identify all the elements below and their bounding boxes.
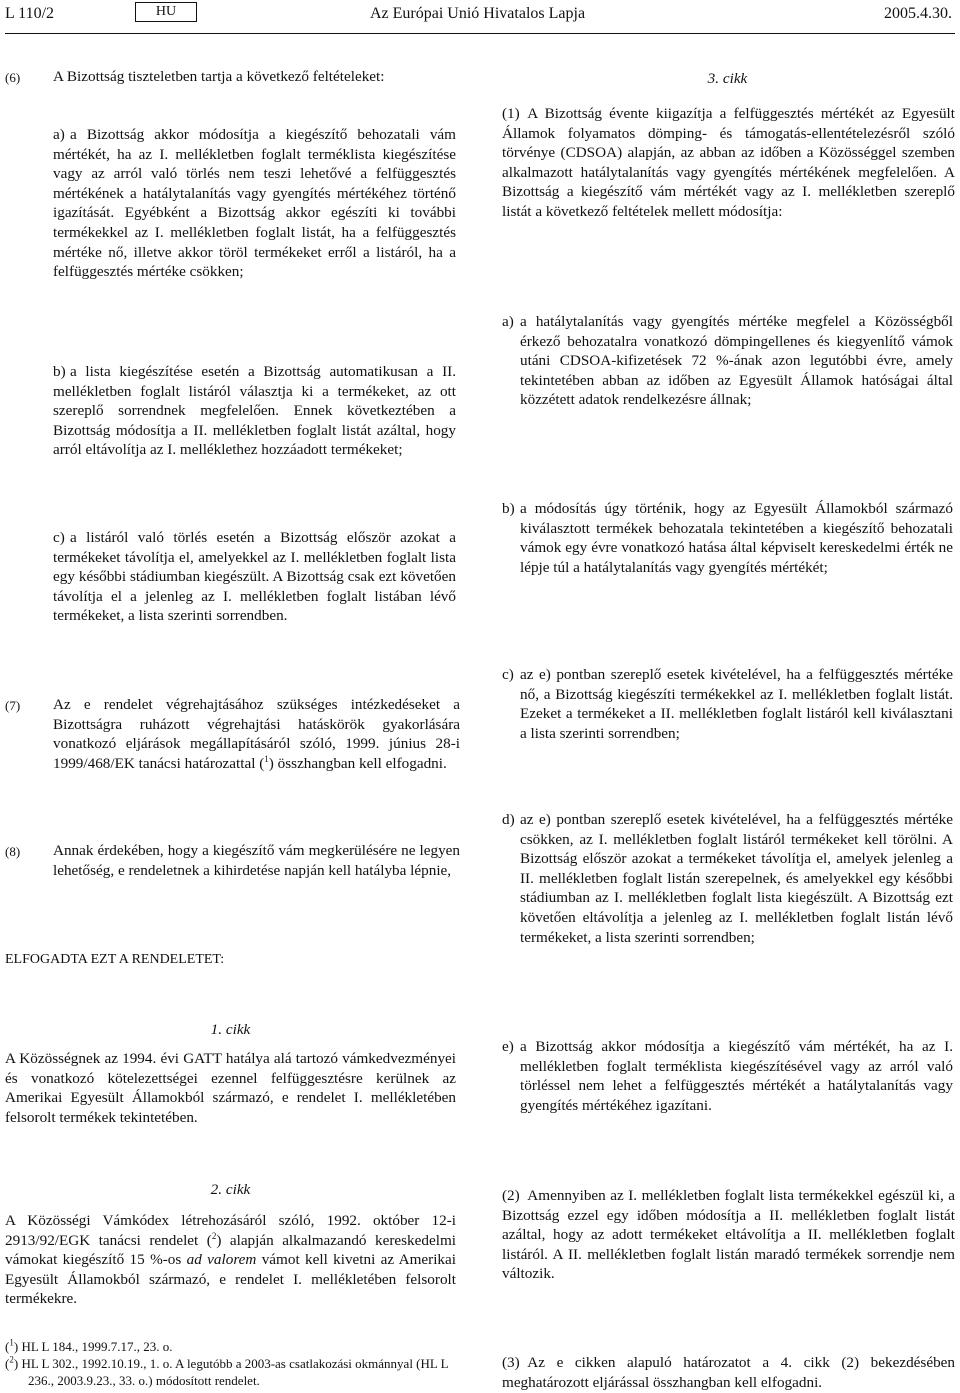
publication-date: 2005.4.30. [884,5,952,22]
language-badge: HU [135,2,197,22]
item-label: a) [53,126,65,143]
article-3-title: 3. cikk [707,70,748,87]
article-text-part: vámot kell kivetni az Amerikai Egyesült Államokból származó, e rendelet I. mellékletében felsorolt termékekre. [5,1251,456,1308]
item-label: c) [502,666,514,683]
recital-number: (7) [5,698,21,713]
recital-number: (6) [5,70,21,85]
article-3-point-d [502,810,953,947]
journal-title: Az Európai Unió Hivatalos Lapja [370,5,586,22]
item-text: a listáról való törlés esetén a Bizottság először azokat a termékeket távolítja el, amelyekkel az I. mellékletben foglalt lista egy későbbi stádiumban kiegészült. A Bizottság csak ezt követően távolítja el a jelenleg az I. mellékletben foglalt listában lévő termékeket, a lista szerinti sorrendben. [53,529,456,625]
item-label: d) [502,811,515,828]
italic-term: ad valorem [186,1251,257,1269]
item-text: a módosítás úgy történik, hogy az Egyesült Államokból származó kiválasztott termékek behozatala tekintetében a kiegészítő behozatali vámok egy évre vonatkozó hatása által képviselt kereskedelmi érték ne lépje túl a hatálytalanítás vagy gyengítés mértékét; [520,500,953,576]
article-1-text: A Közösségnek az 1994. évi GATT hatálya alá tartozó vámkedvezményei és vonatkozó kötelezettségei ezennel felfüggesztésre kerülnek az Amerikai Egyesült Államokból származó, e rendelet I. mellékletében felsorolt termékek tekintetében. [5,1050,456,1126]
article-3-point-e [502,1037,953,1115]
adopted-statement: ELFOGADTA EZT A RENDELETET: [5,952,225,967]
footnote-text: HL L 302., 1992.10.19., 1. o. A legutóbb a 2003-as csatlakozási okmánnyal (HL L 236., 2003.9.23., 33. o.) módosított rendelet. [21,1356,449,1388]
article-3-point-a [502,312,953,410]
item-label: b) [502,500,515,517]
item-text: a Bizottság akkor módosítja a kiegészítő vám mértékét, ha az I. mellékletben foglalt terméklista kiegészítésével vagy az arról való törléssel nem lehet a felfüggesztés mértékét a hatálytalanítás vagy gyengítés mértékéhez igazítani. [520,1038,953,1114]
article-3-paragraph-2: (2) Amennyiben az I. mellékletben foglalt lista termékekkel egészül ki, a Bizottság ezzel egy időben módosítja a II. mellékletben foglalt listát azáltal, hogy az adott termékeket eltávolítja a II. mellékletben foglalt listáról. A II. mellékletben foglalt listán maradó termékek sorrendje nem változik. [502,1187,955,1283]
item-text: az e) pontban szereplő esetek kivételével, ha a felfüggesztés mértéke csökken, az I. mellékletben foglalt listáról termékeket kell törölni. A Bizottság először azokat a termékeket távolítja el, amelyek jelenleg a II. mellékletben foglalt listán szerepelnek, és amelyekkel egy későbbi stádiumban az I. mellékletben foglalt lista kiegészült. A Bizottság ezt követően eltávolítja a jelenleg az I. mellékletben foglalt listán lévő termékeket, a lista szerinti sorrendben; [520,811,953,946]
article-1-title: 1. cikk [210,1021,251,1038]
recital-text [53,695,460,773]
recital-6 [5,67,460,87]
item-label: a) [502,313,514,330]
header-rule [5,33,955,34]
footnote-mark: 2 [9,1354,14,1365]
item-label: e) [502,1038,514,1055]
item-text: a hatálytalanítás vagy gyengítés mértéke megfelel a Közösségből érkező behozatalra vonatkozó dömpingellenes és kiegyenlítő vámok utáni CDSOA-kifizetések 72 %-ának azon legutóbbi évre, amely tekintetében abban az időben az Egyesült Államok hatóságai által közzétett adatok rendelkezésre állnak; [520,313,953,409]
article-text-part: A Közösségi Vámkódex létrehozásáról szóló, 1992. október 12-i 2913/92/EGK tanácsi rendelet ( [5,1212,456,1249]
footnote-2: ($^2$) HL L 302., 1992.10.19., 1. o. A legutóbb a 2003-as csatlakozási okmánnyal (HL L 236., 2003.9.23., 33. o.) módosított rendelet. [5,1354,449,1388]
article-3-point-b [502,499,953,577]
article-2-title: 2. cikk [210,1181,251,1198]
condition-c [53,528,456,626]
article-3-paragraph-3: (3) Az e cikken alapuló határozatot a 4. cikk (2) bekezdésében meghatározott eljárással összhangban kell elfogadni. [502,1354,955,1391]
recital-text: Annak érdekében, hogy a kiegészítő vám megkerülésére ne legyen lehetőség, e rendeletnek a kihirdetése napján kell hatályba lépnie, [53,842,460,879]
item-text: a lista kiegészítése esetén a Bizottság automatikusan a II. mellékletben foglalt listáról választja ki a termékeket, az ott szereplő sorrendnek megfelelően. Ennek következtében a Bizottság módosítja a II. mellékletben foglalt listát azáltal, hogy arról eltávolítja az I. melléklethez hozzáadott termékeket; [53,363,456,459]
recital-text-part: ) összhangban kell elfogadni. [268,754,447,772]
recital-8 [5,841,460,880]
recital-7 [5,695,460,773]
footnote-1: ($^1$) HL L 184., 1999.7.17., 23. o. [5,1337,173,1354]
footnote-ref[interactable]: 1 [264,753,269,764]
page-number: L 110/2 [5,5,55,22]
item-text: az e) pontban szereplő esetek kivételével, ha a felfüggesztés mértéke nő, a Bizottság kiegészíti termékekkel az I. mellékletben foglalt listát. Ezeket a termékeket a II. mellékletben foglalt listáról kell kiválasztani a lista szerinti sorrendben; [520,666,953,742]
item-label: b) [53,363,66,380]
article-2-text [5,1211,456,1309]
article-3-paragraph-1: (1) A Bizottság évente kiigazítja a felfüggesztés mértékét az Egyesült Államok folyamatos dömping- és támogatás-ellentételezésről szóló törvénye (CDSOA) alapján, az abban az időben a Közösséggel szemben alkalmazott hatálytalanítás vagy gyengítés mértékének megfelelően. A Bizottság a kiegészítő vám mértékét vagy az I. mellékletben szereplő listát a következő feltételek mellett módosítja: [502,105,955,220]
article-3-point-c [502,665,953,743]
item-label: c) [53,529,65,546]
footnote-text: HL L 184., 1999.7.17., 23. o. [21,1339,173,1354]
footnote-ref[interactable]: 2 [211,1230,217,1241]
recital-text-part: Az e rendelet végrehajtásához szükséges intézkedéseket a Bizottságra ruházott végrehajtási hatáskörök gyakorlására vonatkozó eljárások megállapításáról szóló, 1999. június 28-i 1999/468/EK tanácsi határozattal ( [53,696,460,772]
condition-b [53,362,456,460]
item-text: a Bizottság akkor módosítja a kiegészítő behozatali vám mértékét, ha az I. mellékletben foglalt terméklista kiegészítése vagy az arról való törlés nem teszi lehetővé a felfüggesztés mértékének a hatálytalanítás vagy gyengítés mértékéhez történő igazítását. Egyébként a Bizottság akkor egészíti ki további termékekkel az I. mellékletben foglalt listát, ha a felfüggesztés mértéke nő, illetve akkor töröl termékeket erről a listáról, ha a felfüggesztés mértéke csökken; [53,126,456,281]
footnote-mark: 1 [9,1337,14,1348]
article-text-part: ) alapján alkalmazandó kereskedelmi vámokat kiegészítő 15 %-os [5,1231,456,1269]
recital-text: A Bizottság tiszteletben tartja a következő feltételeket: [53,68,385,85]
recital-number: (8) [5,844,21,859]
condition-a [53,125,456,282]
